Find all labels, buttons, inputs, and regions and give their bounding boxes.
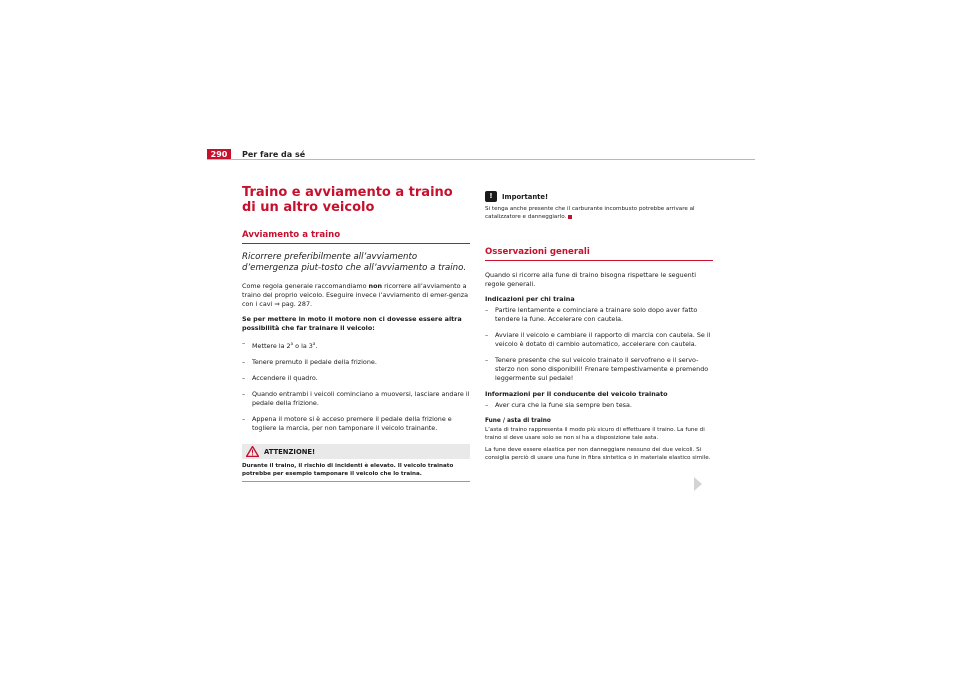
general-intro: Quando si ricorre alla fune di traino bisogna rispettare le seguenti regole generali. bbox=[485, 271, 696, 288]
rope-heading: Fune / asta di traino bbox=[485, 418, 551, 424]
rope-text-2: La fune deve essere elastica per non danneggiare nessuno dei due veicoli. Si consiglia perciò di usare una fune in fibra sintetica o in materiale elastico simile. bbox=[485, 447, 711, 461]
right-column bbox=[485, 191, 713, 466]
rope-text-1: L’asta di traino rappresenta il modo più sicuro di effettuare il traino. La fune di traino si deve usare solo se non si ha a disposizione tale asta. bbox=[485, 427, 705, 441]
running-head: Per fare da sé bbox=[242, 150, 306, 159]
warning-text: Durante il traino, il rischio di incidenti è elevato. Il veicolo trainato potrebbe per esempio tamponare il veicolo che lo traina. bbox=[242, 463, 454, 478]
important-title: Importante! bbox=[502, 192, 549, 201]
step-item: – Tenere premuto il pedale della frizione. bbox=[242, 358, 377, 367]
important-header bbox=[485, 191, 713, 202]
section-heading-osservazioni: Osservazioni generali bbox=[485, 247, 713, 261]
towed-step: – Aver cura che la fune sia sempre ben tesa. bbox=[485, 401, 632, 409]
left-column bbox=[242, 185, 470, 482]
step-item: – Appena il motore si è acceso premere il pedale della frizione e togliere la marcia, per non tamponare il veicolo trainante. bbox=[242, 415, 452, 433]
important-text: Si tenga anche presente che il carburante incombusto potrebbe arrivare al catalizzatore e danneggiarlo. bbox=[485, 206, 695, 220]
end-marker-icon bbox=[568, 215, 572, 219]
exclamation-icon: ! bbox=[485, 191, 497, 202]
step-item: – Mettere la 2$^a$ o la 3$^a$. bbox=[242, 339, 318, 351]
steps-heading: Se per mettere in moto il motore non ci dovesse essere altra possibilità che far trainare il veicolo: bbox=[242, 315, 462, 332]
towed-heading: Informazioni per il conducente del veicolo trainato bbox=[485, 390, 668, 398]
continue-arrow-icon bbox=[694, 477, 702, 491]
driver-step: – Tenere presente che sul veicolo trainato il servofreno e il servo-sterzo non sono disponibili! Frenare tempestivamente e premendo leggermente sul pedale! bbox=[485, 356, 709, 382]
header-divider bbox=[207, 159, 755, 160]
warning-triangle-icon bbox=[246, 446, 259, 457]
page-number: 290 bbox=[207, 149, 231, 160]
lead-text: Ricorrere preferibilmente all’avviamento d’emergenza piut-tosto che all’avviamento a traino. bbox=[242, 252, 467, 273]
step-item: – Quando entrambi i veicoli cominciano a muoversi, lasciare andare il pedale della frizione. bbox=[242, 390, 470, 408]
driver-step: – Partire lentamente e cominciare a trainare solo dopo aver fatto tendere la fune. Accelerare con cautela. bbox=[485, 306, 698, 323]
intro-paragraph: Come regola generale raccomandiamo non ricorrere all’avviamento a traino del proprio veicolo. Eseguire invece l’avviamento di emer-genza con i cavi ⇒ pag. 287. bbox=[242, 282, 469, 308]
step-item: – Accendere il quadro. bbox=[242, 374, 318, 383]
driver-heading: Indicazioni per chi traina bbox=[485, 295, 575, 303]
section-heading-avviamento: Avviamento a traino bbox=[242, 230, 470, 244]
warning-header bbox=[242, 444, 470, 459]
warning-box bbox=[242, 444, 470, 482]
driver-step: – Avviare il veicolo e cambiare il rapporto di marcia con cautela. Se il veicolo è dotato di cambio automatico, accelerare con cautela. bbox=[485, 331, 711, 348]
warning-title: ATTENZIONE! bbox=[264, 447, 316, 456]
page-title: Traino e avviamento a traino di un altro veicolo bbox=[242, 185, 453, 215]
